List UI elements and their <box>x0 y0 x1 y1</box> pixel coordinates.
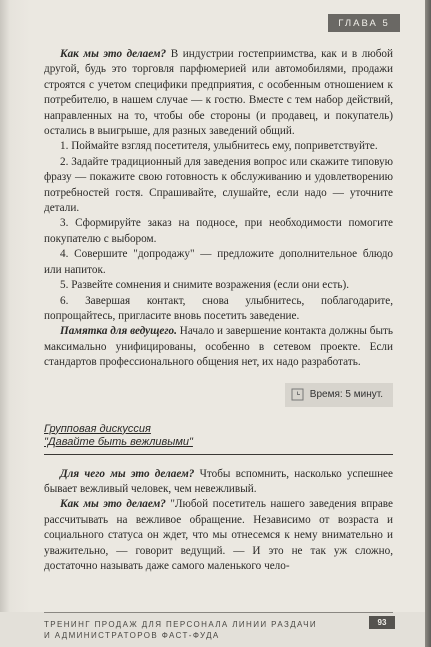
paragraph-text: Чтобы вспомнить, насколько успешнее бывает вежливый человек, чем невежливый. <box>44 467 393 495</box>
page-edge-shadow <box>425 0 431 647</box>
chapter-label: ГЛАВА 5 <box>328 14 400 32</box>
step-item: 1. Поймайте взгляд посетителя, улыбнитесь ему, поприветствуйте. <box>60 140 378 153</box>
step-item: 3. Сформируйте заказ на подносе, при необходимости помогите покупателю с выбором. <box>44 217 393 245</box>
footer-divider <box>44 612 393 613</box>
page-number: 93 <box>369 616 395 629</box>
paragraph-lead: Памятка для ведущего. <box>60 325 177 338</box>
step-item: 4. Совершите "допродажу" — предложите дополнительное блюдо или напиток. <box>44 248 393 276</box>
paragraph-memo <box>44 324 393 370</box>
paragraph-text: Начало и завершение контакта должны быть максимально унифицированы, особенно в сетевом проекте. Если стандартов профессионального общения нет, их надо разработать. <box>44 325 393 369</box>
running-footer <box>44 619 344 641</box>
paragraph-lead: Как мы это делаем? <box>60 48 167 60</box>
paragraph-lead: Как мы это делаем? <box>60 498 166 511</box>
footer-line-2: И АДМИНИСТРАТОРОВ ФАСТ-ФУДА <box>44 631 220 640</box>
discussion-title: Групповая дискуссия <box>44 422 151 435</box>
clock-icon <box>291 388 304 401</box>
paragraph-how-2 <box>44 497 393 574</box>
step-item: 5. Развейте сомнения и снимите возражения (если они есть). <box>60 279 349 292</box>
paragraph-why <box>44 467 393 498</box>
page-body <box>44 47 393 574</box>
step-item: 6. Завершая контакт, снова улыбнитесь, поблагодарите, попрощайтесь, пригласите вновь посетить заведение. <box>44 294 393 322</box>
time-row <box>44 383 393 407</box>
paragraph-how <box>44 47 393 139</box>
paragraph-lead: Для чего мы это делаем? <box>60 467 195 480</box>
footer-line-1: ТРЕНИНГ ПРОДАЖ ДЛЯ ПЕРСОНАЛА ЛИНИИ РАЗДАЧИ <box>44 620 318 629</box>
paragraph-text: "Любой посетитель нашего заведения вправе рассчитывать на вежливое обращение. Независимо от возраста и социального статуса он ждет, что мы отнесемся к нему внимательно и уважительно, — говорит ведущий. — И это не так уж сложно, достаточно называть даже самого маленького чело- <box>44 498 393 572</box>
paragraph-text: В индустрии гостеприимства, как и в любой другой, будь это торговля парфюмерией или автомобилями, продажи строятся с учетом специфики предприятия, с особенным отношением к потребителю, в нашем случае — к гостю. Вместе с тем набор действий, направленных на то, чтобы обе стороны (и продавец, и покупатель) остались в выигрыше, для разных заведений общий. <box>44 48 393 138</box>
discussion-heading <box>44 423 393 450</box>
time-label: Время: 5 минут. <box>309 388 383 400</box>
section-divider <box>44 454 393 455</box>
discussion-subtitle: "Давайте быть вежливыми" <box>44 435 193 448</box>
step-item: 2. Задайте традиционный для заведения вопрос или скажите типовую фразу — покажите свою готовность к обслуживанию и удовлетворению потребностей гостя. Спрашивайте, слушайте, если надо — уточните детали. <box>44 155 393 215</box>
time-badge <box>285 383 393 407</box>
